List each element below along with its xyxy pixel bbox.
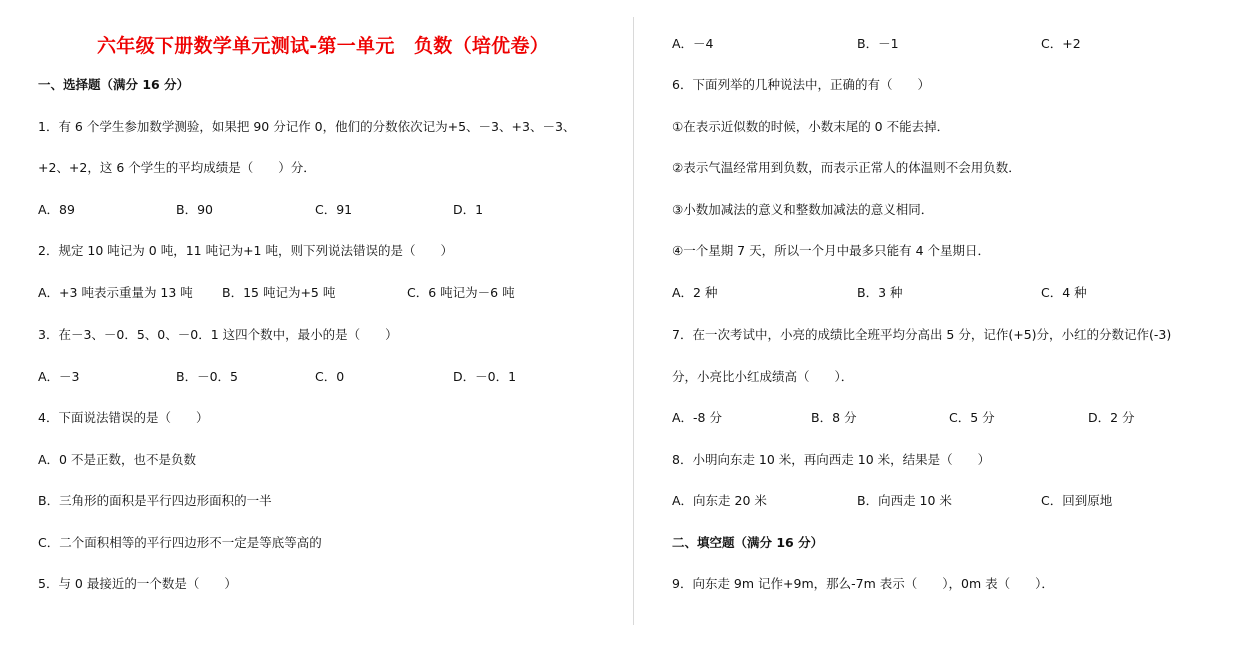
q6-statement-1: ①在表示近似数的时候，小数末尾的 0 不能去掉．	[672, 119, 950, 134]
question-7-line-1: 7．在一次考试中，小亮的成绩比全班平均分高出 5 分，记作(+5)分，小红的分数记作(-3)	[672, 327, 1172, 342]
question-3: 3．在－3、－0．5、0、－0．1 这四个数中，最小的是（ ）	[38, 327, 398, 342]
q2-option-c: C．6 吨记为－6 吨	[407, 285, 515, 300]
q5-option-c: C．+2	[1041, 36, 1081, 51]
q4-option-a: A．0 不是正数，也不是负数	[38, 452, 196, 467]
question-6: 6．下面列举的几种说法中，正确的有（ ）	[672, 77, 930, 92]
q5-option-b: B．－1	[857, 36, 899, 51]
column-divider	[633, 17, 634, 625]
question-4: 4．下面说法错误的是（ ）	[38, 410, 209, 425]
q6-option-a: A．2 种	[672, 285, 718, 300]
q1-option-a: A．89	[38, 202, 75, 217]
q6-option-b: B．3 种	[857, 285, 903, 300]
page-title: 六年级下册数学单元测试-第一单元 负数（培优卷）	[97, 35, 550, 57]
q7-option-a: A．-8 分	[672, 410, 722, 425]
q2-option-b: B．15 吨记为+5 吨	[222, 285, 336, 300]
q1-option-c: C．91	[315, 202, 353, 217]
question-1-line-2: +2、+2，这 6 个学生的平均成绩是（ ）分．	[38, 160, 316, 175]
q8-option-a: A．向东走 20 米	[672, 493, 767, 508]
q7-option-d: D．2 分	[1088, 410, 1135, 425]
q1-option-d: D．1	[453, 202, 484, 217]
question-9: 9．向东走 9m 记作+9m，那么-7m 表示（ ），0m 表（ ）．	[672, 576, 1054, 591]
section-heading-choice: 一、选择题（满分 16 分）	[38, 77, 190, 92]
question-2: 2．规定 10 吨记为 0 吨，11 吨记为+1 吨，则下列说法错误的是（ ）	[38, 243, 453, 258]
q7-option-c: C．5 分	[949, 410, 995, 425]
question-7-line-2: 分，小亮比小红成绩高（ ）．	[672, 369, 854, 384]
q6-option-c: C．4 种	[1041, 285, 1087, 300]
question-8: 8．小明向东走 10 米，再向西走 10 米，结果是（ ）	[672, 452, 991, 467]
q3-option-d: D．－0．1	[453, 369, 517, 384]
q6-statement-2: ②表示气温经常用到负数，而表示正常人的体温则不会用负数．	[672, 160, 1021, 175]
q4-option-b: B．三角形的面积是平行四边形面积的一半	[38, 493, 272, 508]
q3-option-c: C．0	[315, 369, 345, 384]
q1-option-b: B．90	[176, 202, 213, 217]
q8-option-c: C．回到原地	[1041, 493, 1113, 508]
q3-option-a: A．－3	[38, 369, 80, 384]
q3-option-b: B．－0．5	[176, 369, 238, 384]
q4-option-c: C．二个面积相等的平行四边形不一定是等底等高的	[38, 535, 322, 550]
q5-option-a: A．－4	[672, 36, 714, 51]
q6-statement-4: ④一个星期 7 天，所以一个月中最多只能有 4 个星期日．	[672, 243, 991, 258]
question-1-line-1: 1．有 6 个学生参加数学测验，如果把 90 分记作 0，他们的分数依次记为+5、－3、+3、－3、	[38, 119, 576, 134]
q8-option-b: B．向西走 10 米	[857, 493, 952, 508]
section-heading-fill-blank: 二、填空题（满分 16 分）	[672, 535, 824, 550]
q2-option-a: A．+3 吨表示重量为 13 吨	[38, 285, 193, 300]
q7-option-b: B．8 分	[811, 410, 857, 425]
q6-statement-3: ③小数加减法的意义和整数加减法的意义相同．	[672, 202, 934, 217]
question-5: 5．与 0 最接近的一个数是（ ）	[38, 576, 237, 591]
